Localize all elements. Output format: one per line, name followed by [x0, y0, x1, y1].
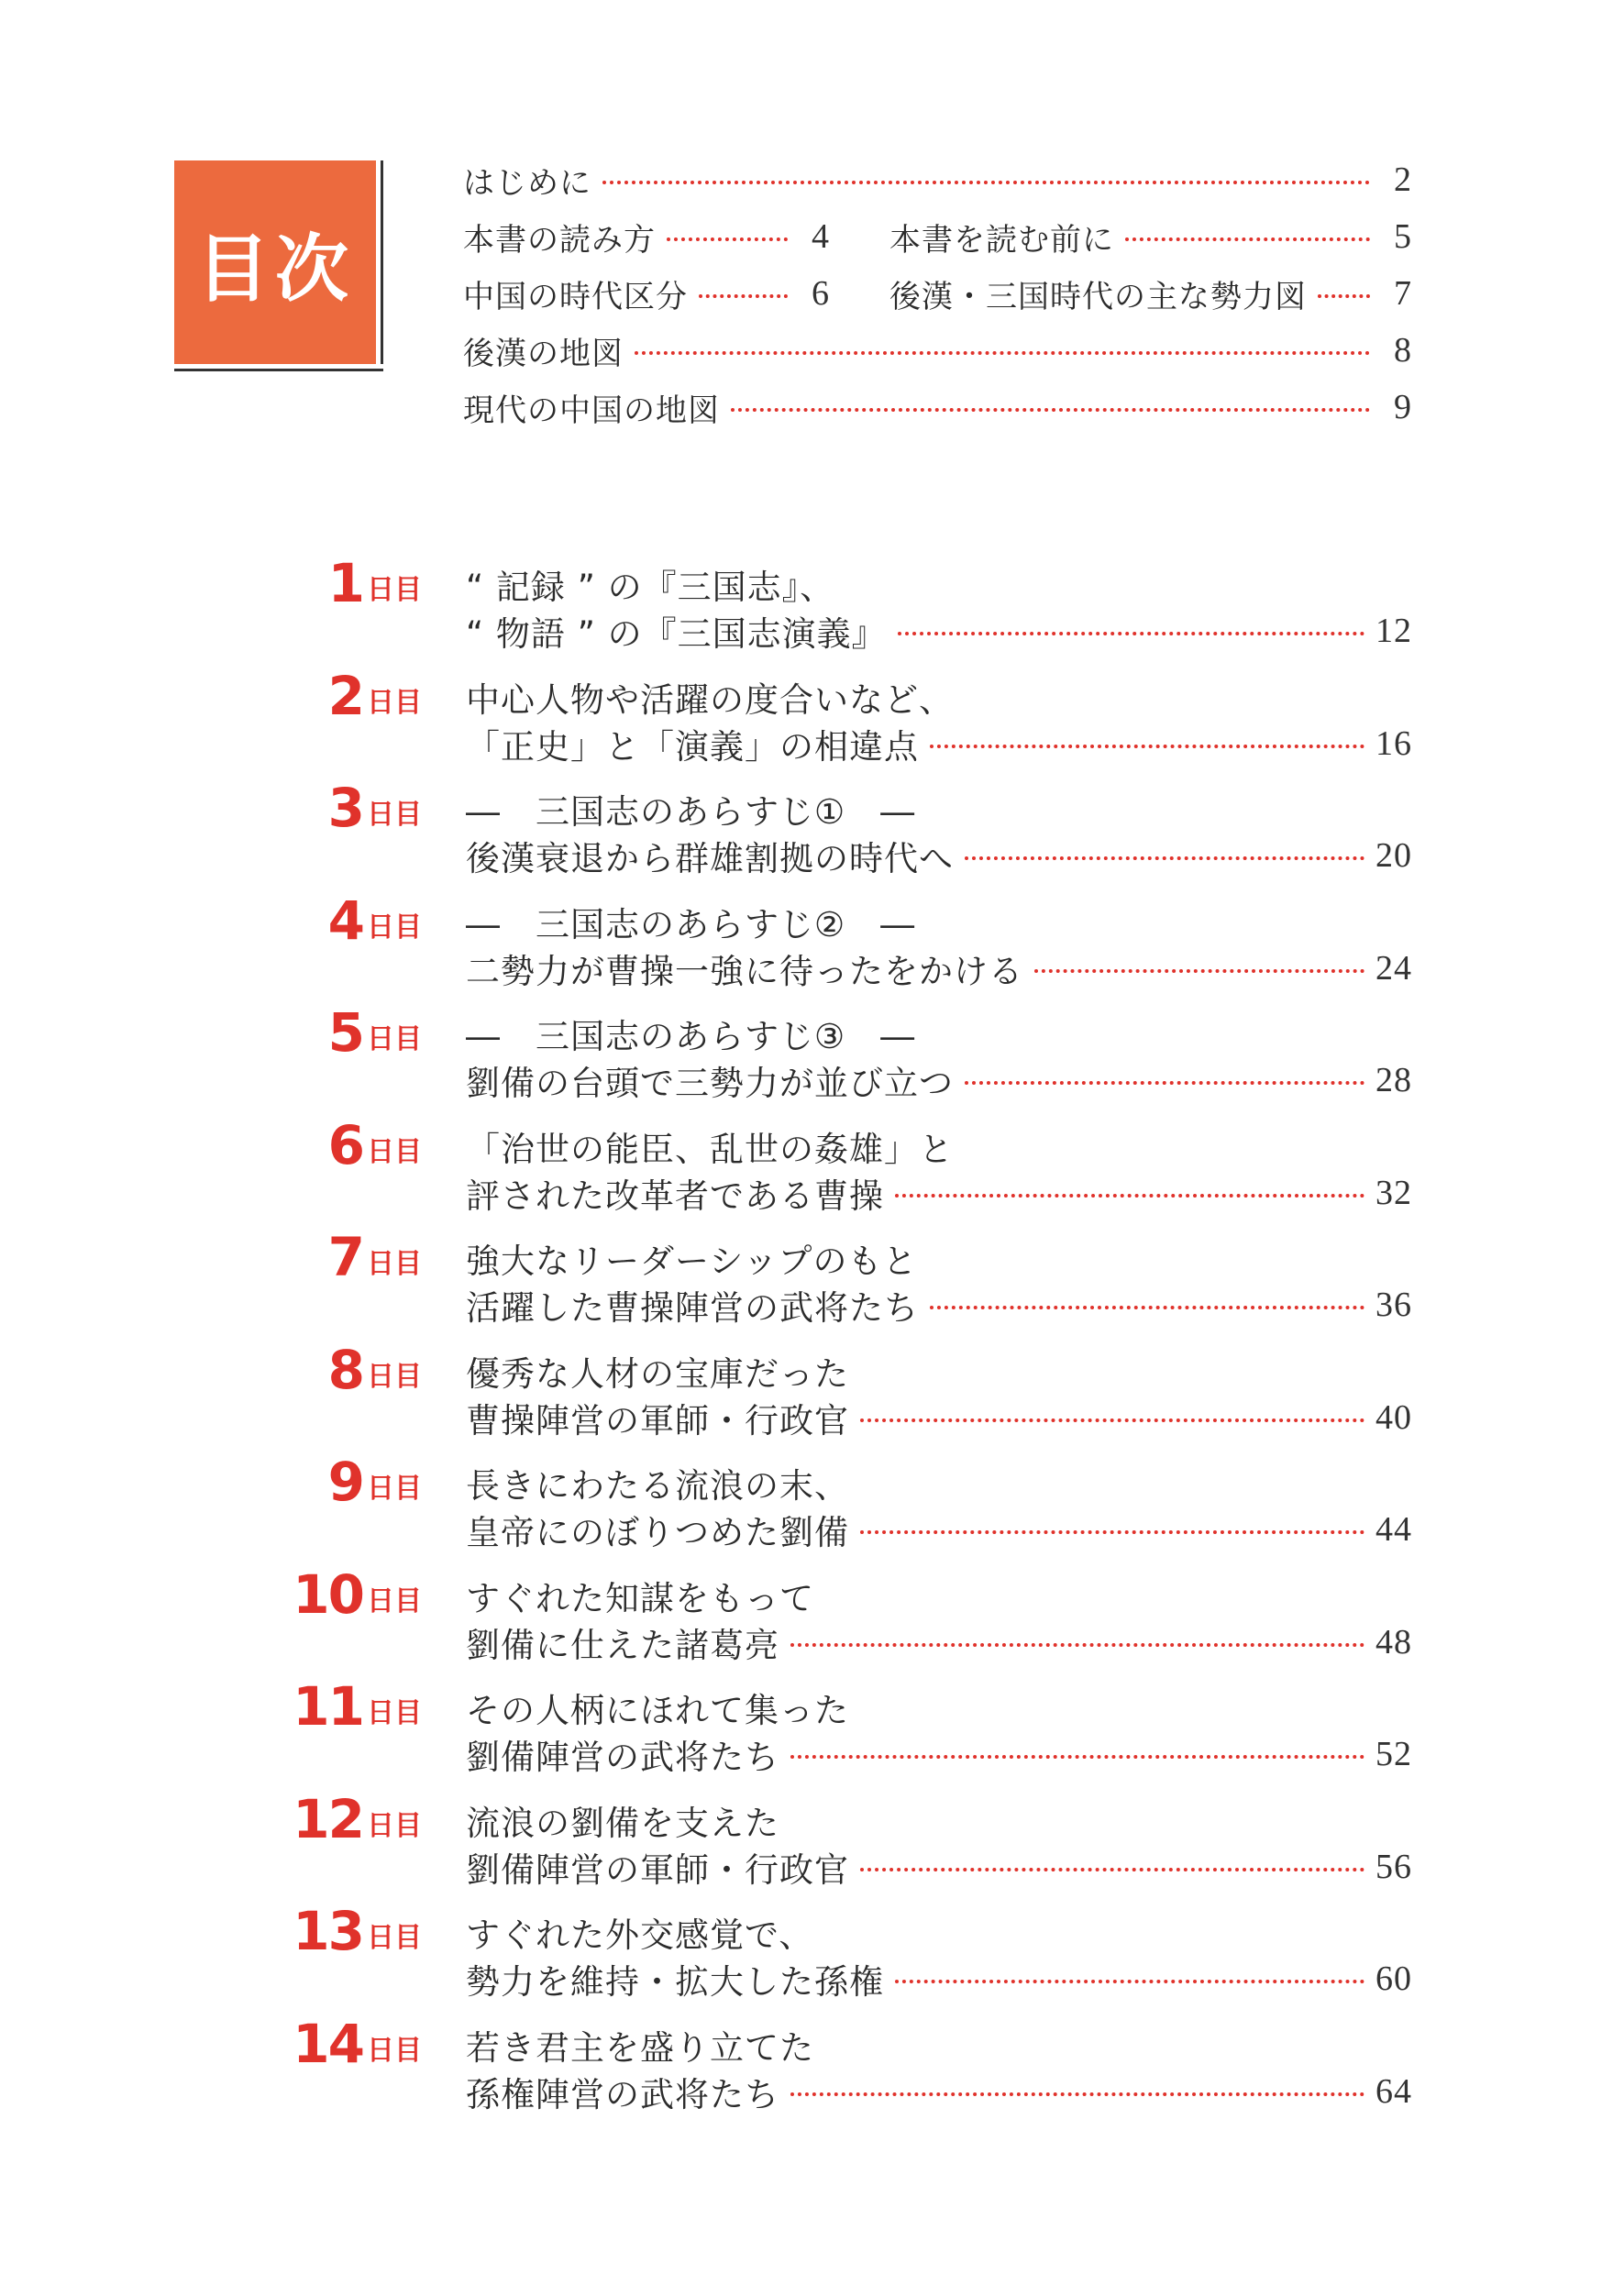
- entry-label: 後漢の地図: [463, 335, 624, 372]
- dot-leader: [1318, 294, 1370, 298]
- toc-entry-yomikata[interactable]: [463, 213, 830, 260]
- dot-leader: [895, 1980, 1364, 1983]
- chapter-title-line1: すぐれた知謀をもって: [466, 1578, 814, 1618]
- chapter-entry-9[interactable]: [275, 1451, 1412, 1555]
- chapter-title-line2: 劉備陣営の軍師・行政官: [466, 1849, 849, 1890]
- chapter-title-line2-row: [466, 1283, 1412, 1327]
- entry-label: 本書の読み方: [463, 221, 656, 259]
- chapter-day-unit: 日目: [367, 1922, 422, 1954]
- chapter-title-line2-row: [466, 946, 1412, 990]
- chapter-number: 8: [327, 1338, 363, 1401]
- dot-leader: [860, 1868, 1364, 1871]
- chapter-title-line1: 強大なリーダーシップのもと: [466, 1242, 918, 1281]
- dot-leader: [898, 632, 1364, 635]
- chapter-number: 3: [327, 777, 363, 839]
- page-number: 24: [1375, 948, 1412, 988]
- entry-label: 本書を読む前に: [889, 221, 1114, 259]
- page-number: 20: [1375, 836, 1412, 875]
- dot-leader: [965, 1081, 1364, 1085]
- page-number: 56: [1375, 1847, 1412, 1886]
- page-number: 6: [812, 274, 830, 313]
- dot-leader: [860, 1418, 1364, 1422]
- chapter-entry-1[interactable]: [275, 552, 1412, 657]
- chapter-title-line2: 孫権陣営の武将たち: [466, 2074, 779, 2114]
- dot-leader: [930, 1306, 1364, 1309]
- chapter-title-line2: 活躍した曹操陣営の武将たち: [466, 1288, 919, 1328]
- chapter-title-line2-row: [466, 1732, 1412, 1776]
- page-number: 44: [1375, 1510, 1412, 1549]
- dot-leader: [667, 237, 788, 241]
- dot-leader: [790, 1755, 1364, 1759]
- chapter-number: 7: [327, 1226, 363, 1288]
- dot-leader: [731, 408, 1370, 412]
- chapter-entry-6[interactable]: [275, 1113, 1412, 1219]
- chapter-day-unit: 日目: [367, 1248, 422, 1280]
- chapter-day-unit: 日目: [367, 1023, 422, 1055]
- toc-row-3: [463, 270, 1412, 317]
- page-number: 52: [1375, 1735, 1412, 1773]
- entry-label: はじめに: [463, 164, 591, 202]
- chapter-day-unit: 日目: [367, 799, 422, 831]
- chapter-number: 12: [293, 1787, 363, 1850]
- chapter-title-line1: ― 三国志のあらすじ② ―: [466, 904, 916, 944]
- chapter-title-line2-row: [466, 609, 1412, 653]
- chapter-entry-12[interactable]: [275, 1787, 1412, 1893]
- entry-label: 中国の時代区分: [463, 278, 688, 315]
- dot-leader: [1125, 237, 1370, 241]
- chapter-title-line2-row: [466, 1845, 1412, 1889]
- chapter-title-line2: 劉備陣営の武将たち: [466, 1738, 779, 1777]
- page-number: 28: [1375, 1061, 1412, 1099]
- chapter-title-line1: 若き君主を盛り立てた: [466, 2027, 814, 2068]
- chapter-number: 6: [327, 1113, 363, 1176]
- chapter-title-line2: 勢力を維持・拡大した孫権: [466, 1962, 884, 2002]
- chapter-entry-2[interactable]: [275, 664, 1412, 769]
- chapter-number: 13: [293, 1900, 363, 1962]
- chapter-title-line2-row: [466, 2070, 1412, 2114]
- chapter-title-line1: すぐれた外交感覚で、: [466, 1915, 814, 1955]
- chapter-title-line1: 優秀な人材の宝庫だった: [466, 1353, 849, 1394]
- chapter-title-line1: 流浪の劉備を支えた: [466, 1803, 779, 1843]
- chapter-title-line2-row: [466, 1058, 1412, 1102]
- page-number: 8: [1394, 331, 1412, 370]
- page-number: 9: [1394, 388, 1412, 426]
- chapter-number: 5: [327, 1001, 363, 1064]
- chapter-title-line2: 二勢力が曹操一強に待ったをかける: [466, 951, 1023, 991]
- dot-leader: [965, 856, 1364, 860]
- chapter-day-unit: 日目: [367, 1584, 422, 1617]
- chapter-title-line1: ― 三国志のあらすじ① ―: [466, 792, 916, 832]
- toc-entry-gokan-map[interactable]: [463, 326, 1412, 374]
- chapter-title-line2-row: [466, 1507, 1412, 1551]
- chapter-title-line2-row: [466, 1957, 1412, 2001]
- page-number: 32: [1375, 1173, 1412, 1212]
- chapter-title-line1: “ 記録 ” の『三国志』、: [466, 568, 835, 607]
- chapter-title-line2: 曹操陣営の軍師・行政官: [466, 1400, 849, 1441]
- dot-leader: [790, 1643, 1364, 1647]
- page-number: 40: [1375, 1397, 1412, 1437]
- page-number: 12: [1375, 612, 1412, 650]
- chapter-number: 4: [327, 889, 363, 952]
- chapter-day-unit: 日目: [367, 1697, 422, 1729]
- chapter-entry-5[interactable]: [275, 1001, 1412, 1106]
- chapter-title-line1: ― 三国志のあらすじ③ ―: [466, 1017, 916, 1056]
- dot-leader: [790, 2092, 1364, 2096]
- chapter-entry-10[interactable]: [275, 1562, 1412, 1668]
- chapter-title-line2: 皇帝にのぼりつめた劉備: [466, 1513, 849, 1552]
- dot-leader: [1034, 969, 1364, 973]
- page-number: 60: [1375, 1959, 1412, 1998]
- dot-leader: [895, 1194, 1364, 1198]
- chapter-number: 10: [293, 1562, 363, 1626]
- dot-leader: [930, 745, 1364, 748]
- page-number: 7: [1394, 274, 1412, 313]
- chapter-day-unit: 日目: [367, 911, 422, 944]
- dot-leader: [699, 294, 788, 298]
- chapter-title-line2-row: [466, 1396, 1412, 1440]
- chapter-title-line2-row: [466, 1620, 1412, 1664]
- chapter-day-unit: 日目: [367, 1360, 422, 1393]
- chapter-number: 11: [293, 1675, 363, 1738]
- toc-entry-maeni[interactable]: [889, 213, 1412, 260]
- title-rule-vertical: [381, 160, 383, 364]
- page-title: 目次: [174, 160, 376, 364]
- chapter-title-line1: 「治世の能臣、乱世の姦雄」と: [466, 1129, 954, 1169]
- toc-entry-gendai-map[interactable]: [463, 383, 1412, 431]
- chapter-title-line2: 劉備に仕えた諸葛亮: [466, 1625, 779, 1665]
- chapter-title-line1: 長きにわたる流浪の末、: [466, 1466, 849, 1506]
- chapter-number: 2: [327, 664, 363, 727]
- entry-label: 後漢・三国時代の主な勢力図: [889, 278, 1307, 315]
- toc-entry-seiryoku[interactable]: [889, 270, 1412, 317]
- chapter-day-unit: 日目: [367, 686, 422, 719]
- chapter-title-line2: 評された改革者である曹操: [466, 1176, 884, 1216]
- page-number: 5: [1394, 217, 1412, 256]
- page-number: 48: [1375, 1622, 1412, 1661]
- chapter-day-unit: 日目: [367, 1473, 422, 1505]
- page-number: 4: [812, 217, 830, 256]
- page-number: 16: [1375, 723, 1412, 763]
- chapter-entry-11[interactable]: [275, 1675, 1412, 1780]
- chapter-day-unit: 日目: [367, 1809, 422, 1842]
- chapter-number: 9: [327, 1451, 363, 1513]
- chapter-entry-13[interactable]: [275, 1900, 1412, 2004]
- chapter-day-unit: 日目: [367, 2034, 422, 2067]
- dot-leader: [635, 351, 1370, 355]
- chapter-entry-7[interactable]: [275, 1226, 1412, 1330]
- chapter-entry-8[interactable]: [275, 1338, 1412, 1443]
- chapter-day-unit: 日目: [367, 1135, 422, 1168]
- title-rule-horizontal: [174, 369, 383, 371]
- chapter-title-line2: 劉備の台頭で三勢力が並び立つ: [466, 1064, 954, 1103]
- page-number: 36: [1375, 1286, 1412, 1324]
- chapter-entry-3[interactable]: [275, 777, 1412, 881]
- chapter-title-line1: その人柄にほれて集った: [466, 1691, 849, 1730]
- chapter-title-line2: “ 物語 ” の『三国志演義』: [466, 614, 887, 654]
- chapter-title-line2-row: [466, 1171, 1412, 1215]
- dot-leader: [860, 1530, 1364, 1534]
- toc-entry-jidai[interactable]: [463, 270, 830, 317]
- chapter-title-line2: 後漢衰退から群雄割拠の時代へ: [466, 839, 954, 878]
- entry-label: 現代の中国の地図: [463, 392, 720, 429]
- chapter-day-unit: 日目: [367, 574, 422, 606]
- chapter-title-line1: 中心人物や活躍の度合いなど、: [466, 679, 954, 720]
- dot-leader: [602, 181, 1370, 184]
- chapter-title-line2-row: [466, 833, 1412, 878]
- chapter-number: 1: [327, 552, 363, 614]
- chapter-title-line2-row: [466, 722, 1412, 766]
- chapter-entry-4[interactable]: [275, 889, 1412, 994]
- chapter-number: 14: [293, 2012, 363, 2075]
- toc-entry-hajimeni[interactable]: [463, 156, 1412, 204]
- toc-row-2: [463, 213, 1412, 260]
- chapter-entry-14[interactable]: [275, 2012, 1412, 2117]
- chapter-title-line2: 「正史」と「演義」の相違点: [466, 726, 919, 767]
- page-number: 64: [1375, 2071, 1412, 2111]
- page-number: 2: [1394, 160, 1412, 199]
